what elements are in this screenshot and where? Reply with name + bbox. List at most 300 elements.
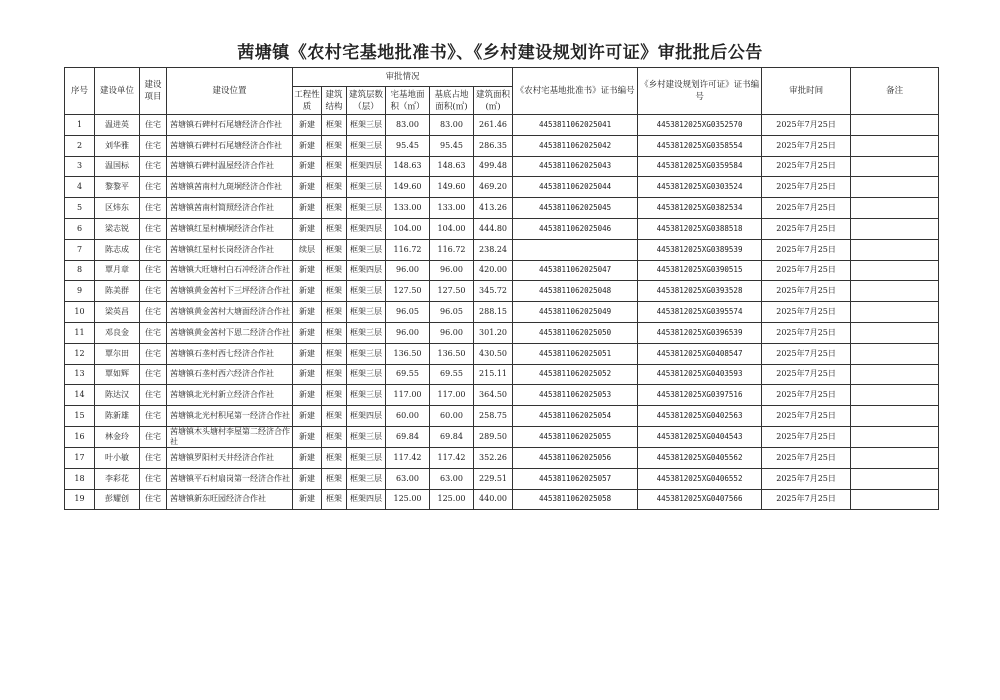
row-remarks [851, 447, 939, 468]
row-seq: 17 [65, 447, 95, 468]
row-homestead-cert: 4453811062025051 [513, 343, 638, 364]
row-seq: 9 [65, 281, 95, 302]
row-seq: 3 [65, 156, 95, 177]
row-remarks [851, 406, 939, 427]
row-floors: 框架三层 [347, 447, 386, 468]
row-base-area: 149.60 [430, 177, 474, 198]
row-base-area: 63.00 [430, 468, 474, 489]
row-project: 住宅 [140, 260, 167, 281]
row-approval-date: 2025年7月25日 [762, 135, 851, 156]
row-floors: 框架三层 [347, 322, 386, 343]
row-homestead-area: 148.63 [386, 156, 430, 177]
row-project: 住宅 [140, 406, 167, 427]
row-approval-date: 2025年7月25日 [762, 489, 851, 510]
row-floors: 框架三层 [347, 115, 386, 136]
row-planning-cert: 4453812025XG0303524 [638, 177, 762, 198]
row-planning-cert: 4453812025XG0402563 [638, 406, 762, 427]
row-seq: 14 [65, 385, 95, 406]
row-building-area: 469.20 [474, 177, 513, 198]
row-homestead-cert [513, 239, 638, 260]
row-planning-cert: 4453812025XG0352570 [638, 115, 762, 136]
row-building-area: 420.00 [474, 260, 513, 281]
page-title: 茜塘镇《农村宅基地批准书》、《乡村建设规划许可证》审批批后公告 [237, 43, 763, 63]
row-floors: 框架三层 [347, 385, 386, 406]
row-remarks [851, 489, 939, 510]
row-unit: 梁英昌 [95, 302, 140, 323]
row-project: 住宅 [140, 447, 167, 468]
row-base-area: 96.00 [430, 260, 474, 281]
row-unit: 彭耀创 [95, 489, 140, 510]
row-homestead-area: 116.72 [386, 239, 430, 260]
row-structure: 框架 [322, 364, 347, 385]
row-homestead-area: 117.42 [386, 447, 430, 468]
row-unit: 李彩花 [95, 468, 140, 489]
row-nature: 新建 [293, 135, 322, 156]
row-structure: 框架 [322, 302, 347, 323]
row-base-area: 116.72 [430, 239, 474, 260]
row-nature: 新建 [293, 489, 322, 510]
row-planning-cert: 4453812025XG0404543 [638, 426, 762, 447]
row-nature: 新建 [293, 260, 322, 281]
row-structure: 框架 [322, 198, 347, 219]
row-project: 住宅 [140, 364, 167, 385]
row-location: 茜塘镇平石村扇岗第一经济合作社 [167, 468, 293, 489]
row-floors: 框架四层 [347, 406, 386, 427]
row-planning-cert: 4453812025XG0395574 [638, 302, 762, 323]
row-unit: 陈新雄 [95, 406, 140, 427]
row-seq: 4 [65, 177, 95, 198]
header-unit: 建设单位 [95, 68, 140, 115]
row-location: 茜塘镇北光村新立经济合作社 [167, 385, 293, 406]
row-floors: 框架三层 [347, 135, 386, 156]
row-nature: 新建 [293, 468, 322, 489]
row-remarks [851, 364, 939, 385]
table-row [65, 198, 939, 219]
row-project: 住宅 [140, 322, 167, 343]
row-building-area: 345.72 [474, 281, 513, 302]
table-row [65, 364, 939, 385]
row-unit: 梁志锐 [95, 218, 140, 239]
row-homestead-area: 69.55 [386, 364, 430, 385]
row-remarks [851, 302, 939, 323]
row-homestead-area: 96.00 [386, 260, 430, 281]
row-homestead-cert: 4453811062025046 [513, 218, 638, 239]
row-homestead-area: 63.00 [386, 468, 430, 489]
row-unit: 叶小敏 [95, 447, 140, 468]
table-body [65, 115, 939, 510]
row-location: 茜塘镇石碑村温屋经济合作社 [167, 156, 293, 177]
table-row [65, 302, 939, 323]
row-approval-date: 2025年7月25日 [762, 156, 851, 177]
row-base-area: 96.05 [430, 302, 474, 323]
row-building-area: 286.35 [474, 135, 513, 156]
table-row [65, 115, 939, 136]
row-homestead-area: 96.05 [386, 302, 430, 323]
row-nature: 新建 [293, 364, 322, 385]
row-homestead-cert: 445381106202504​1 [513, 115, 638, 136]
row-remarks [851, 281, 939, 302]
row-homestead-cert: 4453811062025055 [513, 426, 638, 447]
row-nature: 新建 [293, 385, 322, 406]
row-unit: 林金玲 [95, 426, 140, 447]
row-seq: 12 [65, 343, 95, 364]
row-approval-date: 2025年7月25日 [762, 468, 851, 489]
row-base-area: 69.84 [430, 426, 474, 447]
row-building-area: 440.00 [474, 489, 513, 510]
row-homestead-cert: 4453811062025049 [513, 302, 638, 323]
row-homestead-cert: 4453811062025058 [513, 489, 638, 510]
row-remarks [851, 198, 939, 219]
table-row [65, 281, 939, 302]
row-seq: 18 [65, 468, 95, 489]
row-homestead-area: 96.00 [386, 322, 430, 343]
row-unit: 区炜东 [95, 198, 140, 219]
row-floors: 框架三层 [347, 468, 386, 489]
row-structure: 框架 [322, 322, 347, 343]
row-base-area: 127.50 [430, 281, 474, 302]
row-planning-cert: 4453812025XG0390515 [638, 260, 762, 281]
row-planning-cert: 4453812025XG0405562 [638, 447, 762, 468]
row-seq: 16 [65, 426, 95, 447]
row-building-area: 261.46 [474, 115, 513, 136]
row-approval-date: 2025年7月25日 [762, 385, 851, 406]
row-floors: 框架四层 [347, 218, 386, 239]
row-homestead-area: 117.00 [386, 385, 430, 406]
row-building-area: 289.50 [474, 426, 513, 447]
row-remarks [851, 177, 939, 198]
table-row [65, 177, 939, 198]
table-row [65, 426, 939, 447]
row-location: 茜塘镇大旺塘村白石冲经济合作社 [167, 260, 293, 281]
row-unit: 邓良金 [95, 322, 140, 343]
row-location: 茜塘镇黄金茜村下恩二经济合作社 [167, 322, 293, 343]
table-row [65, 260, 939, 281]
row-nature: 新建 [293, 447, 322, 468]
row-remarks [851, 156, 939, 177]
row-structure: 框架 [322, 156, 347, 177]
row-remarks [851, 343, 939, 364]
row-approval-date: 2025年7月25日 [762, 447, 851, 468]
header-approval: 审批情况 [293, 68, 513, 87]
row-approval-date: 2025年7月25日 [762, 239, 851, 260]
row-structure: 框架 [322, 489, 347, 510]
table-row [65, 489, 939, 510]
row-building-area: 430.50 [474, 343, 513, 364]
row-base-area: 125.00 [430, 489, 474, 510]
row-base-area: 117.42 [430, 447, 474, 468]
row-planning-cert: 4453812025XG0382534 [638, 198, 762, 219]
row-approval-date: 2025年7月25日 [762, 426, 851, 447]
row-planning-cert: 4453812025XG0389539 [638, 239, 762, 260]
table-row [65, 135, 939, 156]
row-project: 住宅 [140, 177, 167, 198]
row-nature: 新建 [293, 156, 322, 177]
row-project: 住宅 [140, 343, 167, 364]
row-structure: 框架 [322, 218, 347, 239]
row-location: 茜塘镇黄金茜村下三坪经济合作社 [167, 281, 293, 302]
row-remarks [851, 239, 939, 260]
row-base-area: 133.00 [430, 198, 474, 219]
row-remarks [851, 385, 939, 406]
row-approval-date: 2025年7月25日 [762, 177, 851, 198]
row-base-area: 117.00 [430, 385, 474, 406]
row-remarks [851, 115, 939, 136]
row-approval-date: 2025年7月25日 [762, 281, 851, 302]
row-nature: 新建 [293, 406, 322, 427]
row-homestead-cert: 4453811062025052 [513, 364, 638, 385]
header-structure: 建筑结构 [322, 87, 347, 115]
row-building-area: 301.20 [474, 322, 513, 343]
row-location: 茜塘镇石垄村西六经济合作社 [167, 364, 293, 385]
row-project: 住宅 [140, 198, 167, 219]
row-building-area: 229.51 [474, 468, 513, 489]
row-project: 住宅 [140, 468, 167, 489]
row-remarks [851, 426, 939, 447]
row-approval-date: 2025年7月25日 [762, 406, 851, 427]
row-base-area: 148.63 [430, 156, 474, 177]
row-seq: 7 [65, 239, 95, 260]
header-floors: 建筑层数（层） [347, 87, 386, 115]
row-structure: 框架 [322, 406, 347, 427]
row-homestead-area: 133.00 [386, 198, 430, 219]
row-location: 茜塘镇木头塘村李屋第二经济合作社 [167, 426, 293, 447]
header-homestead-area: 宅基地面积（㎡） [386, 87, 430, 115]
row-floors: 框架三层 [347, 198, 386, 219]
row-seq: 13 [65, 364, 95, 385]
row-nature: 新建 [293, 343, 322, 364]
row-building-area: 258.75 [474, 406, 513, 427]
header-remarks: 备注 [851, 68, 939, 115]
header-homestead-cert: 《农村宅基地批准书》证书编号 [513, 68, 638, 115]
table-row [65, 239, 939, 260]
row-seq: 19 [65, 489, 95, 510]
row-structure: 框架 [322, 177, 347, 198]
row-project: 住宅 [140, 135, 167, 156]
row-homestead-cert: 4453811062025044 [513, 177, 638, 198]
header-location: 建设位置 [167, 68, 293, 115]
row-location: 茜塘镇黄金茜村大塘面经济合作社 [167, 302, 293, 323]
row-base-area: 95.45 [430, 135, 474, 156]
row-remarks [851, 322, 939, 343]
row-project: 住宅 [140, 115, 167, 136]
row-planning-cert: 4453812025XG0407566 [638, 489, 762, 510]
row-structure: 框架 [322, 385, 347, 406]
row-nature: 新建 [293, 426, 322, 447]
row-building-area: 444.80 [474, 218, 513, 239]
row-homestead-area: 136.50 [386, 343, 430, 364]
row-base-area: 60.00 [430, 406, 474, 427]
row-location: 茜塘镇石碑村石尾塘经济合作社 [167, 135, 293, 156]
row-homestead-cert: 4453811062025056 [513, 447, 638, 468]
row-homestead-cert: 4453811062025053 [513, 385, 638, 406]
header-project: 建设项目 [140, 68, 167, 115]
row-unit: 陈美群 [95, 281, 140, 302]
row-homestead-cert: 4453811062025045 [513, 198, 638, 219]
row-location: 茜塘镇红星村横垌经济合作社 [167, 218, 293, 239]
row-nature: 新建 [293, 198, 322, 219]
row-homestead-area: 83.00 [386, 115, 430, 136]
row-homestead-area: 127.50 [386, 281, 430, 302]
row-floors: 框架三层 [347, 239, 386, 260]
table-row [65, 156, 939, 177]
row-seq: 6 [65, 218, 95, 239]
row-planning-cert: 4453812025XG0388518 [638, 218, 762, 239]
row-base-area: 83.00 [430, 115, 474, 136]
row-homestead-cert: 4453811062025042 [513, 135, 638, 156]
row-seq: 1 [65, 115, 95, 136]
row-homestead-cert: 4453811062025043 [513, 156, 638, 177]
row-project: 住宅 [140, 281, 167, 302]
row-planning-cert: 4453812025XG0397516 [638, 385, 762, 406]
row-planning-cert: 4453812025XG0403593 [638, 364, 762, 385]
header-seq: 序号 [65, 68, 95, 115]
row-homestead-area: 104.00 [386, 218, 430, 239]
row-homestead-area: 125.00 [386, 489, 430, 510]
row-homestead-area: 149.60 [386, 177, 430, 198]
row-homestead-cert: 4453811062025048 [513, 281, 638, 302]
row-building-area: 413.26 [474, 198, 513, 219]
row-approval-date: 2025年7月25日 [762, 302, 851, 323]
row-seq: 2 [65, 135, 95, 156]
row-unit: 覃月章 [95, 260, 140, 281]
table-row [65, 385, 939, 406]
row-project: 住宅 [140, 385, 167, 406]
row-approval-date: 2025年7月25日 [762, 198, 851, 219]
row-building-area: 288.15 [474, 302, 513, 323]
header-approval-date: 审批时间 [762, 68, 851, 115]
row-planning-cert: 4453812025XG0393528 [638, 281, 762, 302]
row-structure: 框架 [322, 426, 347, 447]
row-approval-date: 2025年7月25日 [762, 218, 851, 239]
row-planning-cert: 4453812025XG0396539 [638, 322, 762, 343]
row-structure: 框架 [322, 239, 347, 260]
row-homestead-area: 95.45 [386, 135, 430, 156]
row-floors: 框架三层 [347, 177, 386, 198]
row-structure: 框架 [322, 343, 347, 364]
row-structure: 框架 [322, 260, 347, 281]
table-row [65, 218, 939, 239]
row-remarks [851, 218, 939, 239]
row-floors: 框架四层 [347, 489, 386, 510]
row-nature: 新建 [293, 115, 322, 136]
row-floors: 框架三层 [347, 281, 386, 302]
table-row [65, 322, 939, 343]
row-unit: 温进英 [95, 115, 140, 136]
row-location: 茜塘镇罗阳村天井经济合作社 [167, 447, 293, 468]
row-location: 茜塘镇茜南村简照经济合作社 [167, 198, 293, 219]
row-structure: 框架 [322, 115, 347, 136]
row-approval-date: 2025年7月25日 [762, 115, 851, 136]
row-nature: 新建 [293, 177, 322, 198]
row-base-area: 96.00 [430, 322, 474, 343]
row-location: 茜塘镇石碑村石尾塘经济合作社 [167, 115, 293, 136]
row-floors: 框架三层 [347, 343, 386, 364]
row-floors: 框架三层 [347, 364, 386, 385]
row-building-area: 499.48 [474, 156, 513, 177]
row-building-area: 352.26 [474, 447, 513, 468]
row-nature: 续层 [293, 239, 322, 260]
row-location: 茜塘镇新东旺园经济合作社 [167, 489, 293, 510]
table-row [65, 406, 939, 427]
table-row [65, 343, 939, 364]
row-approval-date: 2025年7月25日 [762, 343, 851, 364]
row-floors: 框架四层 [347, 260, 386, 281]
row-planning-cert: 4453812025XG0358554 [638, 135, 762, 156]
row-base-area: 104.00 [430, 218, 474, 239]
row-structure: 框架 [322, 447, 347, 468]
header-nature: 工程性质 [293, 87, 322, 115]
row-floors: 框架三层 [347, 426, 386, 447]
row-seq: 15 [65, 406, 95, 427]
row-seq: 10 [65, 302, 95, 323]
row-unit: 陈志成 [95, 239, 140, 260]
row-floors: 框架三层 [347, 302, 386, 323]
row-project: 住宅 [140, 239, 167, 260]
row-nature: 新建 [293, 281, 322, 302]
row-location: 茜塘镇北光村积尾第一经济合作社 [167, 406, 293, 427]
row-structure: 框架 [322, 281, 347, 302]
approval-table [64, 67, 939, 510]
row-approval-date: 2025年7月25日 [762, 322, 851, 343]
row-unit: 覃如辉 [95, 364, 140, 385]
row-project: 住宅 [140, 218, 167, 239]
row-project: 住宅 [140, 426, 167, 447]
row-seq: 5 [65, 198, 95, 219]
row-building-area: 238.24 [474, 239, 513, 260]
row-base-area: 136.50 [430, 343, 474, 364]
row-project: 住宅 [140, 489, 167, 510]
row-remarks [851, 468, 939, 489]
row-base-area: 69.55 [430, 364, 474, 385]
row-structure: 框架 [322, 468, 347, 489]
row-homestead-area: 69.84 [386, 426, 430, 447]
header-base-area: 基底占地面积(㎡) [430, 87, 474, 115]
row-seq: 8 [65, 260, 95, 281]
row-project: 住宅 [140, 156, 167, 177]
row-unit: 温国标 [95, 156, 140, 177]
header-building-area: 建筑面积(㎡) [474, 87, 513, 115]
row-planning-cert: 4453812025XG0359584 [638, 156, 762, 177]
row-building-area: 364.50 [474, 385, 513, 406]
row-nature: 新建 [293, 218, 322, 239]
row-building-area: 215.11 [474, 364, 513, 385]
row-unit: 黎黎平 [95, 177, 140, 198]
row-floors: 框架四层 [347, 156, 386, 177]
row-project: 住宅 [140, 302, 167, 323]
row-homestead-cert: 4453811062025050 [513, 322, 638, 343]
table-row [65, 468, 939, 489]
row-location: 茜塘镇茜南村九斑垌经济合作社 [167, 177, 293, 198]
row-location: 茜塘镇红星村长岗经济合作社 [167, 239, 293, 260]
row-homestead-area: 60.00 [386, 406, 430, 427]
row-location: 茜塘镇石垄村西七经济合作社 [167, 343, 293, 364]
table-row [65, 447, 939, 468]
row-homestead-cert: 4453811062025047 [513, 260, 638, 281]
row-unit: 刘华雅 [95, 135, 140, 156]
row-remarks [851, 260, 939, 281]
row-planning-cert: 4453812025XG0406552 [638, 468, 762, 489]
header-planning-cert: 《乡村建设规划许可证》证书编号 [638, 68, 762, 115]
row-approval-date: 2025年7月25日 [762, 364, 851, 385]
row-unit: 陈达汉 [95, 385, 140, 406]
row-homestead-cert: 4453811062025054 [513, 406, 638, 427]
row-nature: 新建 [293, 322, 322, 343]
row-approval-date: 2025年7月25日 [762, 260, 851, 281]
row-planning-cert: 4453812025XG0408547 [638, 343, 762, 364]
row-homestead-cert: 4453811062025057 [513, 468, 638, 489]
row-nature: 新建 [293, 302, 322, 323]
row-unit: 覃尔田 [95, 343, 140, 364]
